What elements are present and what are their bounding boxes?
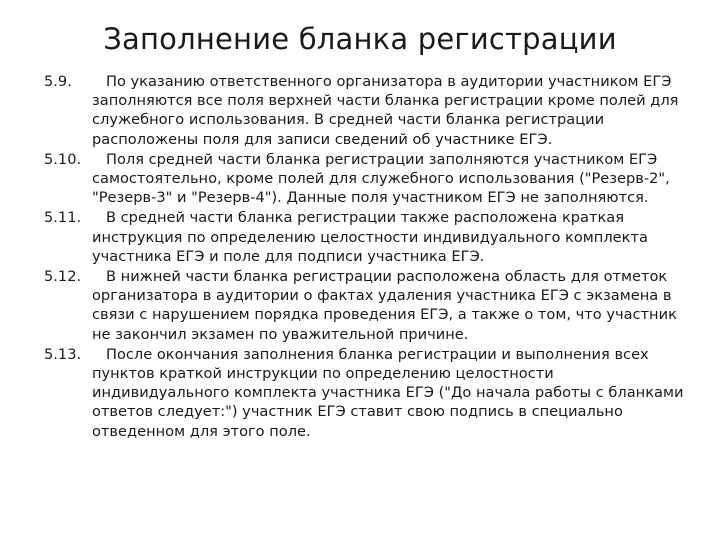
- item-number: 5.10.: [44, 150, 82, 168]
- item-text: Поля средней части бланка регистрации заполняются участником ЕГЭ самостоятельно, кроме полей для служебного использования ("Резерв-2", "Резерв-3" и "Резерв-4"). Данные поля участником ЕГЭ не заполняются.: [92, 150, 670, 207]
- item-text: По указанию ответственного организатора в аудитории участником ЕГЭ заполняются все поля верхней части бланка регистрации кроме полей для служебного использования. В средней части бланка регистрации расположены поля для записи сведений об участнике ЕГЭ.: [92, 73, 679, 148]
- slide-title: Заполнение бланка регистрации: [103, 22, 617, 56]
- list-item: [44, 267, 694, 344]
- list-item: [44, 72, 694, 149]
- item-number: 5.12.: [44, 268, 82, 286]
- item-number: 5.13.: [44, 345, 82, 363]
- item-text: В средней части бланка регистрации также расположена краткая инструкция по определению целостности индивидуального комплекта участника ЕГЭ и поле для подписи участника ЕГЭ.: [92, 209, 648, 265]
- item-number: 5.9.: [44, 73, 72, 90]
- list-item: [44, 208, 694, 266]
- instruction-list: [44, 72, 694, 442]
- item-number: 5.11.: [44, 209, 82, 227]
- list-item: [44, 150, 694, 208]
- list-item: [44, 345, 694, 441]
- item-text: После окончания заполнения бланка регистрации и выполнения всех пунктов краткой инструкции по определению целостности индивидуального комплекта участника ЕГЭ ("До начала работы с бланками ответов следует:") участник ЕГЭ ставит свою подпись в специально отведенном для этого поле.: [92, 345, 684, 440]
- item-text: В нижней части бланка регистрации расположена область для отметок организатора в аудитории о фактах удаления участника ЕГЭ с экзамена в связи с нарушением порядка проведения ЕГЭ, а также о том, что участник не закончил экзамен по уважительной причине.: [92, 268, 677, 343]
